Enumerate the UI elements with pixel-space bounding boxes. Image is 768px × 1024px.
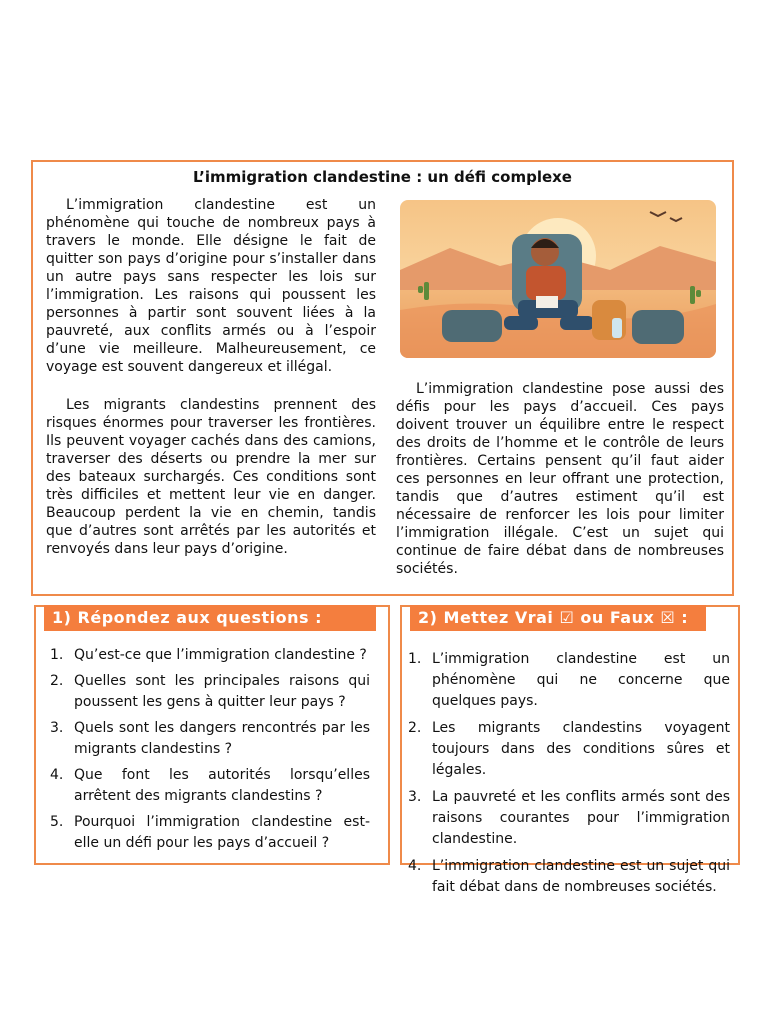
- page-title: L’immigration clandestine : un défi complexe: [193, 168, 572, 186]
- item-text: L’immigration clandestine est un phénomène qui ne concerne que quelques pays.: [432, 651, 730, 709]
- item-number: 3.: [50, 720, 64, 736]
- true-false-heading: 2) Mettez Vrai ☑ ou Faux ☒ :: [410, 605, 706, 631]
- item-text: Quels sont les dangers rencontrés par les migrants clandestins ?: [74, 720, 370, 757]
- list-item: [408, 787, 730, 850]
- paragraph: Les migrants clandestins prennent des risques énormes pour traverser les frontières. Ils peuvent voyager cachés dans des camions, traverser des déserts ou prendre la mer sur des bateaux surchargés. Ces conditions sont très difficiles et mettent leur vie en danger. Beaucoup perdent la vie en chemin, tandis que d’autres sont arrêtés par les autorités et renvoyés dans leur pays d’origine.: [46, 397, 376, 557]
- questions-heading: 1) Répondez aux questions :: [44, 605, 376, 631]
- item-number: 5.: [50, 814, 64, 830]
- questions-box: [34, 605, 390, 865]
- item-number: 4.: [408, 858, 422, 874]
- statements-list: [408, 649, 730, 904]
- item-number: 4.: [50, 767, 64, 783]
- list-item: [408, 718, 730, 781]
- item-number: 1.: [50, 647, 64, 663]
- text-column-right: [396, 380, 724, 578]
- paragraph: L’immigration clandestine pose aussi des défis pour les pays d’accueil. Ces pays doivent trouver un équilibre entre le respect des droits de l’homme et le contrôle de leurs frontières. Certains pensent qu’il faut aider ces personnes en leur offrant une protection, tandis que d’autres estiment qu’il est nécessaire de renforcer les lois pour limiter l’immigration illégale. C’est un sujet qui continue de faire débat dans de nombreuses sociétés.: [396, 381, 724, 577]
- list-item: [50, 645, 370, 666]
- item-number: 3.: [408, 789, 422, 805]
- list-item: [50, 671, 370, 713]
- item-number: 1.: [408, 651, 422, 667]
- questions-list: [50, 645, 370, 859]
- item-text: L’immigration clandestine est un sujet qui fait débat dans de nombreuses sociétés.: [432, 858, 730, 895]
- item-text: Que font les autorités lorsqu’elles arrêtent des migrants clandestins ?: [74, 767, 370, 804]
- true-false-box: [400, 605, 740, 895]
- item-text: Qu’est-ce que l’immigration clandestine ?: [74, 647, 367, 663]
- item-number: 2.: [50, 673, 64, 689]
- list-item: [50, 718, 370, 760]
- text-column-left: [46, 196, 376, 558]
- paragraph: L’immigration clandestine est un phénomène qui touche de nombreux pays à travers le monde. Elle désigne le fait de quitter son pays d’origine pour s’installer dans un autre pays sans respecter les lois sur l’immigration. Les raisons qui poussent les personnes à partir sont souvent liées à la pauvreté, aux conflits armés ou à l’espoir d’une vie meilleure. Malheureusement, ce voyage est souvent dangereux et illégal.: [46, 197, 376, 375]
- item-text: La pauvreté et les conflits armés sont des raisons courantes pour l’immigration clandestine.: [432, 789, 730, 847]
- item-text: Quelles sont les principales raisons qui poussent les gens à quitter leur pays ?: [74, 673, 370, 710]
- list-item: [50, 765, 370, 807]
- list-item: [408, 856, 730, 898]
- list-item: [50, 812, 370, 854]
- item-number: 2.: [408, 720, 422, 736]
- migrant-illustration: [400, 200, 716, 358]
- list-item: [408, 649, 730, 712]
- item-text: Les migrants clandestins voyagent toujours dans des conditions sûres et légales.: [432, 720, 730, 778]
- item-text: Pourquoi l’immigration clandestine est-elle un défi pour les pays d’accueil ?: [74, 814, 370, 851]
